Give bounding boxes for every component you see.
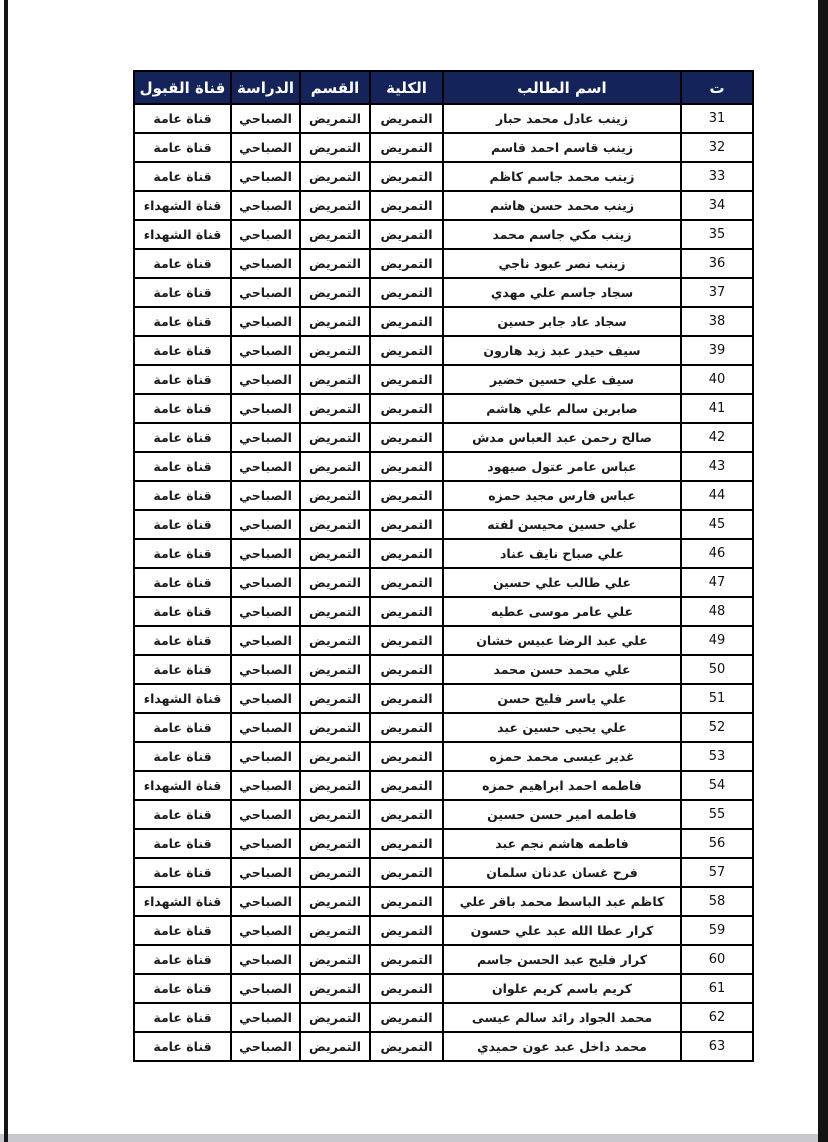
- college-cell: التمريض: [370, 568, 443, 597]
- admission-channel-cell: قناة عامة: [134, 336, 231, 365]
- study-cell: الصباحي: [231, 887, 300, 916]
- student-name-cell: كرار فليح عبد الحسن جاسم: [443, 945, 681, 974]
- admission-channel-cell: قناة عامة: [134, 423, 231, 452]
- row-number-cell: 33: [681, 162, 753, 191]
- study-cell: الصباحي: [231, 481, 300, 510]
- table-row: [134, 452, 753, 481]
- study-cell: الصباحي: [231, 510, 300, 539]
- study-cell: الصباحي: [231, 568, 300, 597]
- study-cell: الصباحي: [231, 858, 300, 887]
- college-cell: التمريض: [370, 858, 443, 887]
- admission-channel-cell: قناة عامة: [134, 162, 231, 191]
- student-name-cell: فرح غسان عدنان سلمان: [443, 858, 681, 887]
- department-cell: التمريض: [300, 365, 370, 394]
- row-number-cell: 60: [681, 945, 753, 974]
- department-cell: التمريض: [300, 249, 370, 278]
- table-row: [134, 626, 753, 655]
- row-number-cell: 55: [681, 800, 753, 829]
- row-number-cell: 50: [681, 655, 753, 684]
- table-row: [134, 133, 753, 162]
- col-header-study: الدراسة: [231, 71, 300, 104]
- right-edge-bar: [818, 0, 828, 1142]
- student-name-cell: علي صباح نايف عناد: [443, 539, 681, 568]
- admission-channel-cell: قناة الشهداء: [134, 220, 231, 249]
- college-cell: التمريض: [370, 1032, 443, 1061]
- bottom-edge-bar: [0, 1134, 828, 1142]
- study-cell: الصباحي: [231, 742, 300, 771]
- college-cell: التمريض: [370, 452, 443, 481]
- row-number-cell: 34: [681, 191, 753, 220]
- admission-channel-cell: قناة عامة: [134, 945, 231, 974]
- row-number-cell: 63: [681, 1032, 753, 1061]
- table-row: [134, 394, 753, 423]
- student-name-cell: زينب عادل محمد حبار: [443, 104, 681, 133]
- admission-channel-cell: قناة عامة: [134, 481, 231, 510]
- college-cell: التمريض: [370, 423, 443, 452]
- row-number-cell: 32: [681, 133, 753, 162]
- row-number-cell: 44: [681, 481, 753, 510]
- department-cell: التمريض: [300, 568, 370, 597]
- table-row: [134, 104, 753, 133]
- student-name-cell: كاظم عبد الباسط محمد باقر علي: [443, 887, 681, 916]
- row-number-cell: 31: [681, 104, 753, 133]
- table-row: [134, 307, 753, 336]
- study-cell: الصباحي: [231, 916, 300, 945]
- student-name-cell: زينب نصر عبود ناجي: [443, 249, 681, 278]
- table-row: [134, 713, 753, 742]
- table-row: [134, 162, 753, 191]
- college-cell: التمريض: [370, 1003, 443, 1032]
- college-cell: التمريض: [370, 510, 443, 539]
- table-row: [134, 945, 753, 974]
- admission-channel-cell: قناة عامة: [134, 1032, 231, 1061]
- study-cell: الصباحي: [231, 307, 300, 336]
- admission-channel-cell: قناة عامة: [134, 626, 231, 655]
- department-cell: التمريض: [300, 104, 370, 133]
- department-cell: التمريض: [300, 1032, 370, 1061]
- student-name-cell: سجاد جاسم علي مهدي: [443, 278, 681, 307]
- row-number-cell: 57: [681, 858, 753, 887]
- admission-channel-cell: قناة عامة: [134, 568, 231, 597]
- admission-channel-cell: قناة عامة: [134, 394, 231, 423]
- row-number-cell: 41: [681, 394, 753, 423]
- study-cell: الصباحي: [231, 800, 300, 829]
- row-number-cell: 51: [681, 684, 753, 713]
- table-row: [134, 336, 753, 365]
- study-cell: الصباحي: [231, 655, 300, 684]
- college-cell: التمريض: [370, 945, 443, 974]
- study-cell: الصباحي: [231, 1003, 300, 1032]
- student-name-cell: فاطمه امير حسن حسين: [443, 800, 681, 829]
- row-number-cell: 43: [681, 452, 753, 481]
- student-name-cell: كرار عطا الله عبد علي حسون: [443, 916, 681, 945]
- col-header-department: القسم: [300, 71, 370, 104]
- student-name-cell: علي ياسر فليح حسن: [443, 684, 681, 713]
- study-cell: الصباحي: [231, 771, 300, 800]
- college-cell: التمريض: [370, 191, 443, 220]
- student-name-cell: صابرين سالم علي هاشم: [443, 394, 681, 423]
- table-row: [134, 539, 753, 568]
- student-name-cell: عباس عامر عتول صيهود: [443, 452, 681, 481]
- student-name-cell: سجاد عاد جابر حسين: [443, 307, 681, 336]
- admission-channel-cell: قناة عامة: [134, 452, 231, 481]
- college-cell: التمريض: [370, 162, 443, 191]
- college-cell: التمريض: [370, 771, 443, 800]
- row-number-cell: 46: [681, 539, 753, 568]
- row-number-cell: 35: [681, 220, 753, 249]
- study-cell: الصباحي: [231, 394, 300, 423]
- table-row: [134, 916, 753, 945]
- study-cell: الصباحي: [231, 336, 300, 365]
- study-cell: الصباحي: [231, 626, 300, 655]
- student-name-cell: عباس فارس مجيد حمزه: [443, 481, 681, 510]
- student-name-cell: زينب محمد جاسم كاظم: [443, 162, 681, 191]
- table-row: [134, 887, 753, 916]
- table-row: [134, 974, 753, 1003]
- left-edge-bar: [4, 0, 8, 1142]
- admission-channel-cell: قناة عامة: [134, 539, 231, 568]
- department-cell: التمريض: [300, 481, 370, 510]
- admission-channel-cell: قناة الشهداء: [134, 191, 231, 220]
- table-row: [134, 858, 753, 887]
- table-row: [134, 800, 753, 829]
- college-cell: التمريض: [370, 684, 443, 713]
- student-name-cell: كريم باسم كريم علوان: [443, 974, 681, 1003]
- study-cell: الصباحي: [231, 191, 300, 220]
- department-cell: التمريض: [300, 133, 370, 162]
- table-row: [134, 829, 753, 858]
- college-cell: التمريض: [370, 307, 443, 336]
- admission-channel-cell: قناة عامة: [134, 307, 231, 336]
- table-row: [134, 423, 753, 452]
- row-number-cell: 54: [681, 771, 753, 800]
- college-cell: التمريض: [370, 800, 443, 829]
- row-number-cell: 39: [681, 336, 753, 365]
- college-cell: التمريض: [370, 626, 443, 655]
- admission-channel-cell: قناة الشهداء: [134, 887, 231, 916]
- department-cell: التمريض: [300, 829, 370, 858]
- table-row: [134, 1003, 753, 1032]
- study-cell: الصباحي: [231, 452, 300, 481]
- table-row: [134, 568, 753, 597]
- admission-channel-cell: قناة الشهداء: [134, 684, 231, 713]
- table-row: [134, 365, 753, 394]
- student-name-cell: علي عبد الرضا عبيس خشان: [443, 626, 681, 655]
- college-cell: التمريض: [370, 887, 443, 916]
- college-cell: التمريض: [370, 916, 443, 945]
- department-cell: التمريض: [300, 945, 370, 974]
- study-cell: الصباحي: [231, 278, 300, 307]
- admission-channel-cell: قناة الشهداء: [134, 771, 231, 800]
- study-cell: الصباحي: [231, 539, 300, 568]
- row-number-cell: 37: [681, 278, 753, 307]
- study-cell: الصباحي: [231, 162, 300, 191]
- study-cell: الصباحي: [231, 249, 300, 278]
- table-row: [134, 1032, 753, 1061]
- college-cell: التمريض: [370, 249, 443, 278]
- admission-channel-cell: قناة عامة: [134, 133, 231, 162]
- row-number-cell: 42: [681, 423, 753, 452]
- student-name-cell: سيف علي حسين خضير: [443, 365, 681, 394]
- header-row: [134, 71, 753, 104]
- student-name-cell: علي طالب علي حسين: [443, 568, 681, 597]
- study-cell: الصباحي: [231, 365, 300, 394]
- student-name-cell: علي محمد حسن محمد: [443, 655, 681, 684]
- student-name-cell: غدير عيسى محمد حمزه: [443, 742, 681, 771]
- students-table: [133, 70, 754, 1062]
- department-cell: التمريض: [300, 394, 370, 423]
- student-name-cell: محمد داخل عبد عون حميدي: [443, 1032, 681, 1061]
- department-cell: التمريض: [300, 278, 370, 307]
- study-cell: الصباحي: [231, 597, 300, 626]
- study-cell: الصباحي: [231, 713, 300, 742]
- study-cell: الصباحي: [231, 1032, 300, 1061]
- row-number-cell: 56: [681, 829, 753, 858]
- admission-channel-cell: قناة عامة: [134, 655, 231, 684]
- study-cell: الصباحي: [231, 945, 300, 974]
- row-number-cell: 47: [681, 568, 753, 597]
- study-cell: الصباحي: [231, 829, 300, 858]
- table-row: [134, 191, 753, 220]
- department-cell: التمريض: [300, 684, 370, 713]
- department-cell: التمريض: [300, 771, 370, 800]
- admission-channel-cell: قناة عامة: [134, 742, 231, 771]
- admission-channel-cell: قناة عامة: [134, 858, 231, 887]
- department-cell: التمريض: [300, 336, 370, 365]
- college-cell: التمريض: [370, 365, 443, 394]
- college-cell: التمريض: [370, 336, 443, 365]
- table-row: [134, 597, 753, 626]
- admission-channel-cell: قناة عامة: [134, 249, 231, 278]
- student-name-cell: زينب مكي جاسم محمد: [443, 220, 681, 249]
- college-cell: التمريض: [370, 974, 443, 1003]
- table-row: [134, 510, 753, 539]
- row-number-cell: 38: [681, 307, 753, 336]
- admission-channel-cell: قناة عامة: [134, 974, 231, 1003]
- student-name-cell: علي حسين محيسن لفته: [443, 510, 681, 539]
- row-number-cell: 45: [681, 510, 753, 539]
- row-number-cell: 36: [681, 249, 753, 278]
- department-cell: التمريض: [300, 423, 370, 452]
- table-row: [134, 278, 753, 307]
- admission-channel-cell: قناة عامة: [134, 104, 231, 133]
- department-cell: التمريض: [300, 800, 370, 829]
- row-number-cell: 61: [681, 974, 753, 1003]
- admission-channel-cell: قناة عامة: [134, 278, 231, 307]
- department-cell: التمريض: [300, 742, 370, 771]
- col-header-no: ت: [681, 71, 753, 104]
- student-name-cell: فاطمه هاشم نجم عبد: [443, 829, 681, 858]
- department-cell: التمريض: [300, 655, 370, 684]
- table-row: [134, 249, 753, 278]
- department-cell: التمريض: [300, 713, 370, 742]
- department-cell: التمريض: [300, 220, 370, 249]
- college-cell: التمريض: [370, 742, 443, 771]
- department-cell: التمريض: [300, 162, 370, 191]
- department-cell: التمريض: [300, 626, 370, 655]
- student-name-cell: زينب محمد حسن هاشم: [443, 191, 681, 220]
- department-cell: التمريض: [300, 916, 370, 945]
- department-cell: التمريض: [300, 974, 370, 1003]
- row-number-cell: 49: [681, 626, 753, 655]
- row-number-cell: 52: [681, 713, 753, 742]
- admission-channel-cell: قناة عامة: [134, 510, 231, 539]
- study-cell: الصباحي: [231, 104, 300, 133]
- study-cell: الصباحي: [231, 133, 300, 162]
- college-cell: التمريض: [370, 655, 443, 684]
- row-number-cell: 48: [681, 597, 753, 626]
- student-name-cell: علي عامر موسى عطيه: [443, 597, 681, 626]
- row-number-cell: 40: [681, 365, 753, 394]
- college-cell: التمريض: [370, 104, 443, 133]
- department-cell: التمريض: [300, 858, 370, 887]
- study-cell: الصباحي: [231, 684, 300, 713]
- student-name-cell: فاطمه احمد ابراهيم حمزه: [443, 771, 681, 800]
- student-name-cell: صالح رحمن عبد العباس مدش: [443, 423, 681, 452]
- admission-channel-cell: قناة عامة: [134, 800, 231, 829]
- admission-channel-cell: قناة عامة: [134, 1003, 231, 1032]
- college-cell: التمريض: [370, 394, 443, 423]
- table-row: [134, 655, 753, 684]
- college-cell: التمريض: [370, 220, 443, 249]
- row-number-cell: 58: [681, 887, 753, 916]
- table-row: [134, 481, 753, 510]
- table-row: [134, 220, 753, 249]
- department-cell: التمريض: [300, 1003, 370, 1032]
- study-cell: الصباحي: [231, 220, 300, 249]
- row-number-cell: 59: [681, 916, 753, 945]
- admission-channel-cell: قناة عامة: [134, 829, 231, 858]
- row-number-cell: 62: [681, 1003, 753, 1032]
- student-name-cell: علي يحيى حسين عبد: [443, 713, 681, 742]
- admission-channel-cell: قناة عامة: [134, 597, 231, 626]
- department-cell: التمريض: [300, 307, 370, 336]
- department-cell: التمريض: [300, 887, 370, 916]
- department-cell: التمريض: [300, 597, 370, 626]
- college-cell: التمريض: [370, 481, 443, 510]
- admission-channel-cell: قناة عامة: [134, 713, 231, 742]
- table-body: [134, 104, 753, 1061]
- college-cell: التمريض: [370, 597, 443, 626]
- study-cell: الصباحي: [231, 974, 300, 1003]
- col-header-student-name: اسم الطالب: [443, 71, 681, 104]
- admission-channel-cell: قناة عامة: [134, 916, 231, 945]
- row-number-cell: 53: [681, 742, 753, 771]
- college-cell: التمريض: [370, 539, 443, 568]
- col-header-admission-channel: قناة القبول: [134, 71, 231, 104]
- student-name-cell: محمد الجواد رائد سالم عيسى: [443, 1003, 681, 1032]
- col-header-college: الكلية: [370, 71, 443, 104]
- college-cell: التمريض: [370, 278, 443, 307]
- department-cell: التمريض: [300, 452, 370, 481]
- student-name-cell: زينب قاسم احمد قاسم: [443, 133, 681, 162]
- college-cell: التمريض: [370, 133, 443, 162]
- department-cell: التمريض: [300, 510, 370, 539]
- table-row: [134, 684, 753, 713]
- student-name-cell: سيف حيدر عبد زيد هارون: [443, 336, 681, 365]
- admission-channel-cell: قناة عامة: [134, 365, 231, 394]
- department-cell: التمريض: [300, 539, 370, 568]
- study-cell: الصباحي: [231, 423, 300, 452]
- table-row: [134, 742, 753, 771]
- department-cell: التمريض: [300, 191, 370, 220]
- college-cell: التمريض: [370, 829, 443, 858]
- table-row: [134, 771, 753, 800]
- college-cell: التمريض: [370, 713, 443, 742]
